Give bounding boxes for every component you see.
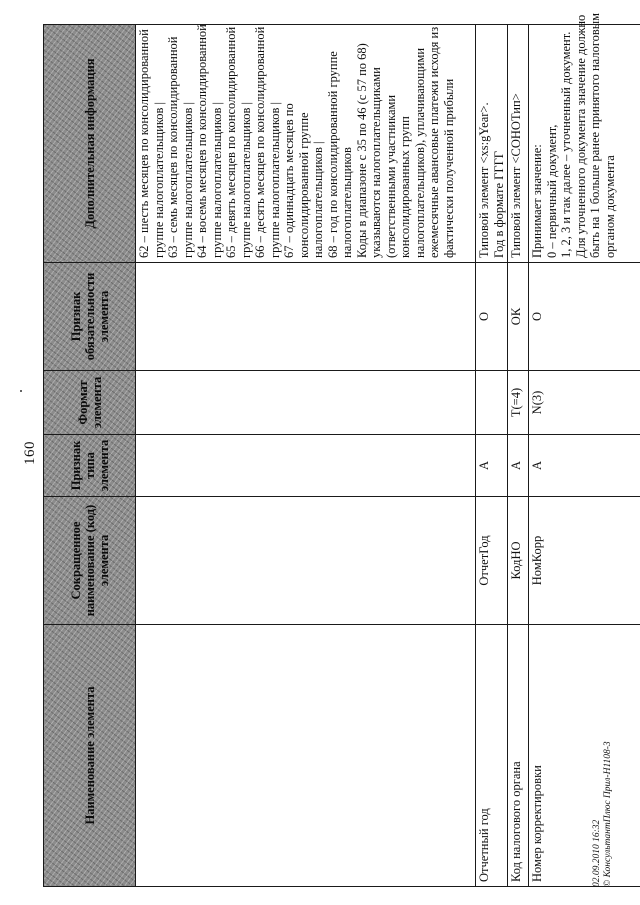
info-line: (ответственными участниками bbox=[383, 94, 398, 258]
info-line: Год в формате ГГГГ bbox=[491, 150, 506, 258]
header-element-code: Сокращенное наименование (код) элемента bbox=[44, 497, 136, 625]
info-line: 62 – шесть месяцев по консолидированной bbox=[137, 29, 151, 258]
info-line: консолидированной группе bbox=[296, 112, 311, 258]
info-line: Типовой элемент <СОНОТип> bbox=[509, 93, 523, 258]
page-footer bbox=[592, 741, 614, 887]
mandatory-cell: О bbox=[476, 263, 508, 371]
info-line: 68 – год по консолидированной группе bbox=[325, 51, 340, 258]
info-line: группе налогоплательщиков | bbox=[151, 101, 166, 258]
info-line: налогоплательщиков | bbox=[311, 141, 325, 258]
type-cell: А bbox=[508, 435, 529, 497]
info-line: Принимает значение: bbox=[530, 144, 544, 258]
info-line: 65 – девять месяцев по консолидированной bbox=[224, 26, 238, 258]
type-cell: А bbox=[529, 435, 640, 497]
info-line: налогоплательщиков bbox=[340, 147, 354, 258]
header-element-name: Наименование элемента bbox=[44, 625, 136, 887]
header-element-format: Формат элемента bbox=[44, 371, 136, 435]
name-cell: Отчетный год bbox=[476, 625, 508, 887]
info-line: 67 – одиннадцать месяцев по bbox=[282, 103, 296, 258]
info-line: налогоплательщиков), уплачивающими bbox=[412, 47, 427, 258]
format-cell: N(3) bbox=[529, 371, 640, 435]
header-additional-info: Дополнительная информация bbox=[44, 25, 136, 263]
format-cell: T(=4) bbox=[508, 371, 529, 435]
mandatory-cell bbox=[136, 263, 476, 371]
table-row bbox=[476, 25, 508, 887]
mandatory-cell: О bbox=[529, 263, 640, 371]
info-line: быть на 1 больше ранее принятого налоговым bbox=[588, 12, 602, 258]
info-line: 66 – десять месяцев по консолидированной bbox=[253, 26, 267, 258]
format-cell bbox=[476, 371, 508, 435]
mandatory-cell: ОК bbox=[508, 263, 529, 371]
info-line: указываются налогоплательщиками bbox=[369, 67, 383, 258]
info-line: группе налогоплательщиков | bbox=[267, 101, 282, 258]
info-line: Коды в диапазоне с 35 по 46 (с 57 по 68) bbox=[354, 43, 369, 258]
info-line: группе налогоплательщиков | bbox=[209, 101, 224, 258]
type-cell bbox=[136, 435, 476, 497]
table-header-row bbox=[44, 25, 136, 887]
table-row bbox=[508, 25, 529, 887]
code-cell: ОтчетГод bbox=[476, 497, 508, 625]
info-cell bbox=[508, 25, 529, 263]
info-line: консолидированных групп bbox=[398, 116, 412, 258]
type-cell: А bbox=[476, 435, 508, 497]
info-line: фактически полученной прибыли bbox=[441, 78, 456, 258]
info-line: Типовой элемент <xs:gYear>. bbox=[477, 102, 491, 258]
footer-source: © КонсультантПлюс Прил-Н1108-3 bbox=[603, 741, 613, 887]
info-line: 0 – первичный документ, bbox=[544, 124, 559, 258]
info-line: 1, 2, 3 и так далее – уточненный документ. bbox=[559, 31, 573, 258]
table-row bbox=[136, 25, 476, 887]
info-line: органом документа bbox=[602, 155, 617, 258]
name-cell: Номер корректировки bbox=[529, 625, 640, 887]
footer-timestamp: 02.09.2010 16:32 bbox=[592, 819, 602, 887]
info-line: группе налогоплательщиков | bbox=[238, 101, 253, 258]
name-cell: Код налогового органа bbox=[508, 625, 529, 887]
code-cell: КодНО bbox=[508, 497, 529, 625]
info-cell bbox=[136, 25, 476, 263]
header-element-mandatory: Признак обязательности элемента bbox=[44, 263, 136, 371]
scan-speck bbox=[20, 390, 22, 392]
name-cell bbox=[136, 625, 476, 887]
info-line: ежемесячные авансовые платежи исходя из bbox=[427, 26, 441, 258]
header-element-type: Признак типа элемента bbox=[44, 435, 136, 497]
page-number: 160 bbox=[22, 441, 38, 465]
element-spec-table bbox=[43, 12, 640, 887]
code-cell: НомКорр bbox=[529, 497, 640, 625]
info-cell bbox=[529, 12, 640, 263]
info-line: группе налогоплательщиков | bbox=[180, 101, 195, 258]
info-line: Для уточненного документа значение должно bbox=[573, 14, 588, 258]
info-cell bbox=[476, 25, 508, 263]
table-row bbox=[529, 25, 640, 887]
info-line: 63 – семь месяцев по консолидированной bbox=[166, 36, 180, 258]
format-cell bbox=[136, 371, 476, 435]
info-line: 64 – восемь месяцев по консолидированной bbox=[195, 24, 209, 258]
code-cell bbox=[136, 497, 476, 625]
